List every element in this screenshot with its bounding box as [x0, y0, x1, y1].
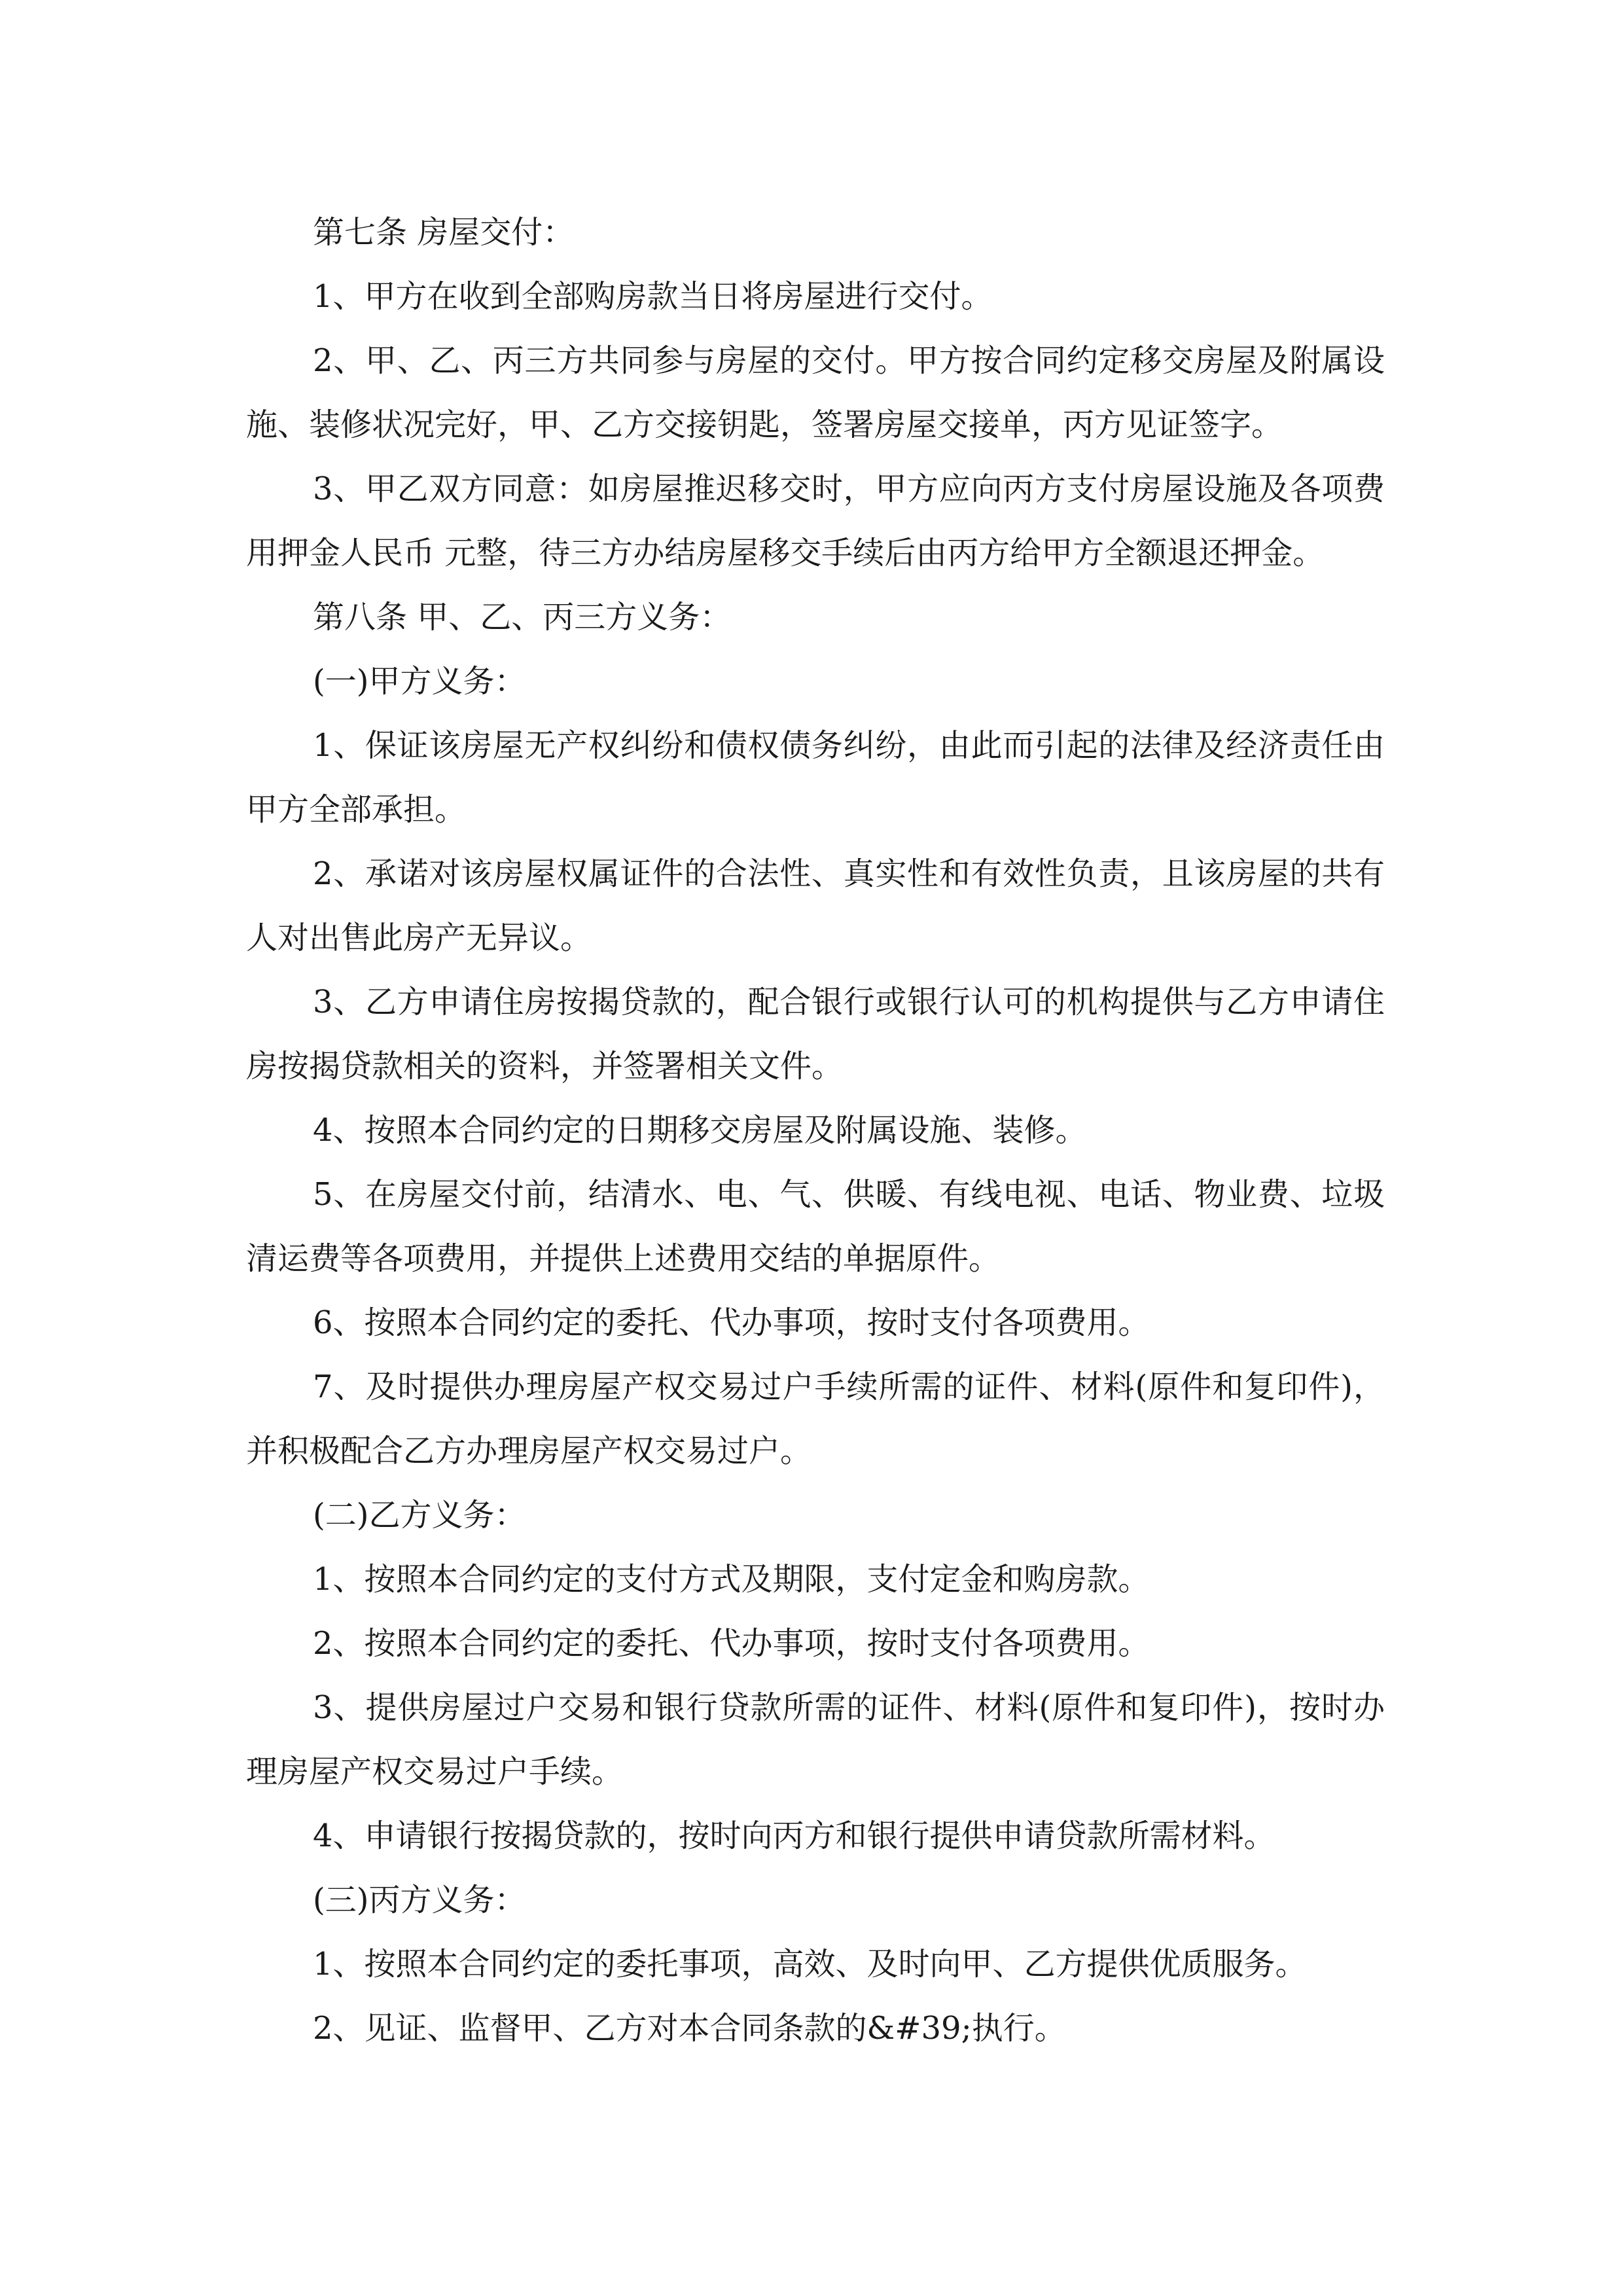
party-a-item-4: 4、按照本合同约定的日期移交房屋及附属设施、装修。	[313, 1112, 1087, 1149]
party-a-item-6: 6、按照本合同约定的委托、代办事项，按时支付各项费用。	[313, 1304, 1150, 1341]
party-c-item-1: 1、按照本合同约定的委托事项，高效、及时向甲、乙方提供优质服务。	[313, 1946, 1307, 1982]
article-7-item-1: 1、甲方在收到全部购房款当日将房屋进行交付。	[313, 278, 993, 315]
party-b-item-3: 3、提供房屋过户交易和银行贷款所需的证件、材料(原件和复印件)，按时办理房屋产权交易过户手续。	[246, 1689, 1385, 1790]
party-a-obligations-heading: (一)甲方义务：	[313, 663, 526, 700]
party-a-item-2: 2、承诺对该房屋权属证件的合法性、真实性和有效性负责，且该房屋的共有人对出售此房产无异议。	[246, 855, 1385, 956]
party-c-item-2: 2、见证、监督甲、乙方对本合同条款的&#39;执行。	[313, 2010, 1066, 2047]
article-7-item-2: 2、甲、乙、丙三方共同参与房屋的交付。甲方按合同约定移交房屋及附属设施、装修状况完好，甲、乙方交接钥匙，签署房屋交接单，丙方见证签字。	[246, 342, 1385, 443]
party-c-obligations-heading: (三)丙方义务：	[313, 1882, 526, 1918]
party-b-item-2: 2、按照本合同约定的委托、代办事项，按时支付各项费用。	[313, 1625, 1150, 1662]
article-8-heading: 第八条 甲、乙、丙三方义务：	[313, 599, 732, 636]
article-7-heading: 第七条 房屋交付：	[313, 214, 575, 251]
party-b-obligations-heading: (二)乙方义务：	[313, 1497, 526, 1534]
party-b-item-4: 4、申请银行按揭贷款的，按时向丙方和银行提供申请贷款所需材料。	[313, 1818, 1275, 1854]
party-b-item-1: 1、按照本合同约定的支付方式及期限，支付定金和购房款。	[313, 1561, 1150, 1598]
article-7-item-3: 3、甲乙双方同意：如房屋推迟移交时，甲方应向丙方支付房屋设施及各项费用押金人民币 元整，待三方办结房屋移交手续后由丙方给甲方全额退还押金。	[246, 471, 1385, 571]
party-a-item-5: 5、在房屋交付前，结清水、电、气、供暖、有线电视、电话、物业费、垃圾清运费等各项费用，并提供上述费用交结的单据原件。	[246, 1176, 1385, 1277]
document-body	[246, 200, 1385, 2060]
party-a-item-3: 3、乙方申请住房按揭贷款的，配合银行或银行认可的机构提供与乙方申请住房按揭贷款相关的资料，并签署相关文件。	[246, 984, 1385, 1085]
party-a-item-7: 7、及时提供办理房屋产权交易过户手续所需的证件、材料(原件和复印件)，并积极配合乙方办理房屋产权交易过户。	[246, 1369, 1385, 1469]
party-a-item-1: 1、保证该房屋无产权纠纷和债权债务纠纷，由此而引起的法律及经济责任由甲方全部承担。	[246, 727, 1385, 828]
